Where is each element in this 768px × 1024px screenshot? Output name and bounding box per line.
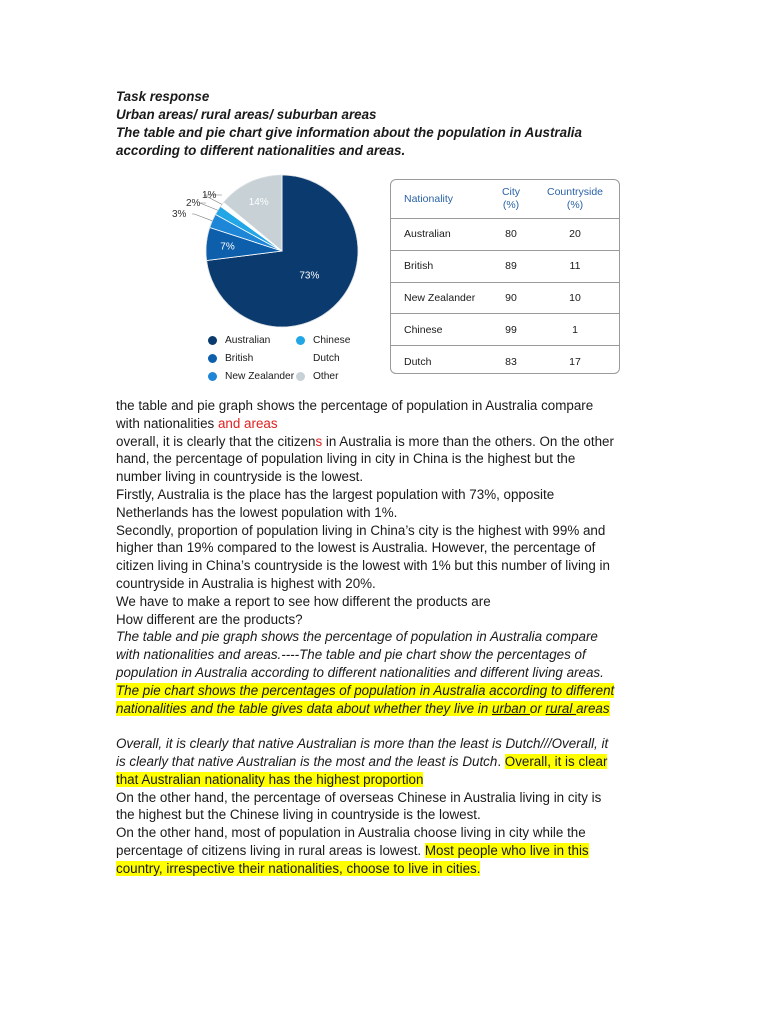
text-line xyxy=(116,486,656,504)
table-row xyxy=(391,282,619,314)
text-span: How different are the products? xyxy=(116,611,303,627)
table-cell-nationality: Australian xyxy=(404,228,451,241)
text-line xyxy=(116,450,656,468)
text-line xyxy=(116,789,656,807)
pie-leader-line xyxy=(192,214,212,221)
text-line xyxy=(116,682,656,700)
highlighted-text: Overall, it is clear xyxy=(504,753,608,769)
pie-label-british: 7% xyxy=(220,241,235,253)
text-line xyxy=(116,539,656,557)
table-cell-countryside: 20 xyxy=(569,228,581,241)
table-header-nationality: Nationality xyxy=(404,192,454,205)
heading-line-2: Urban areas/ rural areas/ suburban areas xyxy=(116,107,377,122)
table-row xyxy=(391,345,619,374)
text-span: the highest but the Chinese living in countryside is the lowest. xyxy=(116,807,481,823)
text-span: Firstly, Australia is the place has the largest population with 73%, opposite xyxy=(116,486,555,502)
text-span: Secondly, proportion of population living in China’s city is the highest with 99% and xyxy=(116,522,606,538)
text-span: We have to make a report to see how different the products are xyxy=(116,593,491,609)
text-span: number living in countryside is the lowest. xyxy=(116,469,364,485)
table-header-countryside-line-2: (%) xyxy=(566,199,584,211)
legend-swatch xyxy=(296,372,305,381)
pie-label-dutch: 1% xyxy=(202,190,217,201)
text-span: Netherlands has the lowest population with 1%. xyxy=(116,504,398,520)
heading-line-1: Task response xyxy=(116,89,210,104)
table-cell-city: 90 xyxy=(505,291,517,304)
legend-swatch xyxy=(296,354,305,363)
text-line xyxy=(116,415,656,433)
text-line xyxy=(116,842,656,860)
table-cell-city: 80 xyxy=(505,228,517,241)
table-row xyxy=(391,250,619,282)
table-cell-nationality: Dutch xyxy=(404,355,432,368)
table-cell-countryside: 11 xyxy=(569,260,581,273)
text-line xyxy=(116,593,656,611)
legend-label: Chinese xyxy=(313,334,351,346)
text-span: with nationalities and areas.----The table and pie chart show the percentages of xyxy=(116,647,586,663)
text-line xyxy=(116,433,656,451)
text-line xyxy=(116,575,656,593)
legend-item-other xyxy=(296,368,374,384)
table-header-countryside xyxy=(531,186,619,212)
heading-line-3: The table and pie chart give information about the population in Australia xyxy=(116,125,582,140)
text-line xyxy=(116,522,656,540)
text-span: nationalities and the table gives data about whether they live in xyxy=(116,700,492,716)
paragraph-gap xyxy=(116,717,656,735)
legend-item-chinese xyxy=(296,332,374,348)
pie-label-chinese: 2% xyxy=(186,198,201,209)
table-header-city-line-2: (%) xyxy=(502,199,520,211)
text-span: with nationalities xyxy=(116,415,218,431)
red-text: and areas xyxy=(217,415,278,431)
population-table xyxy=(390,179,620,374)
table-header-city-line-1: City xyxy=(501,186,521,198)
text-line xyxy=(116,468,656,486)
text-line xyxy=(116,806,656,824)
text-line xyxy=(116,753,656,771)
text-span: percentage of citizens living in rural areas is lowest. xyxy=(116,842,425,858)
heading-block xyxy=(116,88,656,160)
highlighted-text: Most people who live in this xyxy=(424,842,589,858)
text-span: Overall, it is clearly that native Australian is more than the least is Dutch///Overall, it xyxy=(116,736,609,752)
table-row xyxy=(391,218,619,250)
text-line xyxy=(116,504,656,522)
text-line xyxy=(116,664,656,682)
pie-label-new-zealander: 3% xyxy=(172,209,187,220)
table-header-city xyxy=(491,186,531,212)
text-line xyxy=(116,824,656,842)
text-span: On the other hand, the percentage of overseas Chinese in Australia living in city is xyxy=(116,789,602,805)
highlighted-text: The pie chart shows the percentages of population in Australia according to different xyxy=(116,682,615,698)
legend-label: New Zealander xyxy=(225,370,295,382)
legend-swatch xyxy=(296,336,305,345)
text-span: population in Australia according to different nationalities and different living areas. xyxy=(116,664,604,680)
table-row xyxy=(391,313,619,345)
underlined-word-rural: rural xyxy=(545,700,577,716)
legend-item-dutch xyxy=(296,350,374,366)
text-line xyxy=(116,860,656,878)
heading-line-4: according to different nationalities and areas. xyxy=(116,143,406,158)
text-span: citizen living in China’s countryside is the lowest with 1% but this number of living in xyxy=(116,558,610,574)
text-line xyxy=(116,611,656,629)
legend-swatch xyxy=(208,336,217,345)
text-span: countryside in Australia is highest with 20%. xyxy=(116,575,376,591)
essay-body xyxy=(116,397,656,878)
pie-label-other: 14% xyxy=(248,196,269,208)
highlighted-text: that Australian nationality has the highest proportion xyxy=(116,771,424,787)
text-span: the table and pie graph shows the percentage of population in Australia compare xyxy=(116,398,594,413)
table-cell-countryside: 10 xyxy=(569,291,581,304)
text-line xyxy=(116,646,656,664)
legend-swatch xyxy=(208,372,217,381)
table-header-countryside-line-1: Countryside xyxy=(546,186,604,198)
pie-leader-line xyxy=(200,203,218,210)
legend-swatch xyxy=(208,354,217,363)
text-line xyxy=(116,700,656,718)
text-span: On the other hand, most of population in Australia choose living in city while the xyxy=(116,825,586,841)
text-span: overall, it is clearly that the citizen xyxy=(116,433,316,449)
legend-item-new-zealander xyxy=(208,368,296,384)
text-span: or xyxy=(529,700,546,716)
pie-chart xyxy=(150,166,370,330)
red-text: s xyxy=(315,433,323,449)
legend-item-australian xyxy=(208,332,296,348)
text-span: in Australia is more than the others. On the other xyxy=(322,433,614,449)
text-span: areas xyxy=(576,700,610,716)
legend-item-british xyxy=(208,350,296,366)
text-span: The table and pie graph shows the percentage of population in Australia compare xyxy=(116,629,598,645)
table-cell-city: 89 xyxy=(505,260,517,273)
text-span: is clearly that native Australian is the most and the least is Dutch xyxy=(116,753,498,769)
table-cell-city: 83 xyxy=(505,355,517,368)
text-line xyxy=(116,735,656,753)
legend-label: Australian xyxy=(225,334,271,346)
table-cell-countryside: 1 xyxy=(572,323,578,336)
text-line xyxy=(116,771,656,789)
table-cell-nationality: British xyxy=(404,260,434,273)
text-line xyxy=(116,397,656,415)
legend-label: British xyxy=(225,352,254,364)
text-span: . xyxy=(497,753,505,769)
table-cell-city: 99 xyxy=(505,323,517,336)
table-cell-nationality: New Zealander xyxy=(404,291,476,304)
legend-label: Other xyxy=(313,370,339,382)
pie-label-australian: 73% xyxy=(299,270,320,282)
text-line xyxy=(116,628,656,646)
text-span: higher than 19% compared to the lowest is Australia. However, the percentage of xyxy=(116,540,596,556)
table-header-row xyxy=(391,180,619,218)
text-span: hand, the percentage of population living in city in China is the highest but the xyxy=(116,451,576,467)
highlighted-text: country, irrespective their nationalities, choose to live in cities. xyxy=(116,860,481,876)
underlined-word-urban: urban xyxy=(491,700,530,716)
text-line xyxy=(116,557,656,575)
table-cell-nationality: Chinese xyxy=(404,323,443,336)
pie-legend xyxy=(208,332,378,384)
highlighted-text xyxy=(116,701,610,716)
legend-label: Dutch xyxy=(313,352,340,364)
table-cell-countryside: 17 xyxy=(569,355,581,368)
